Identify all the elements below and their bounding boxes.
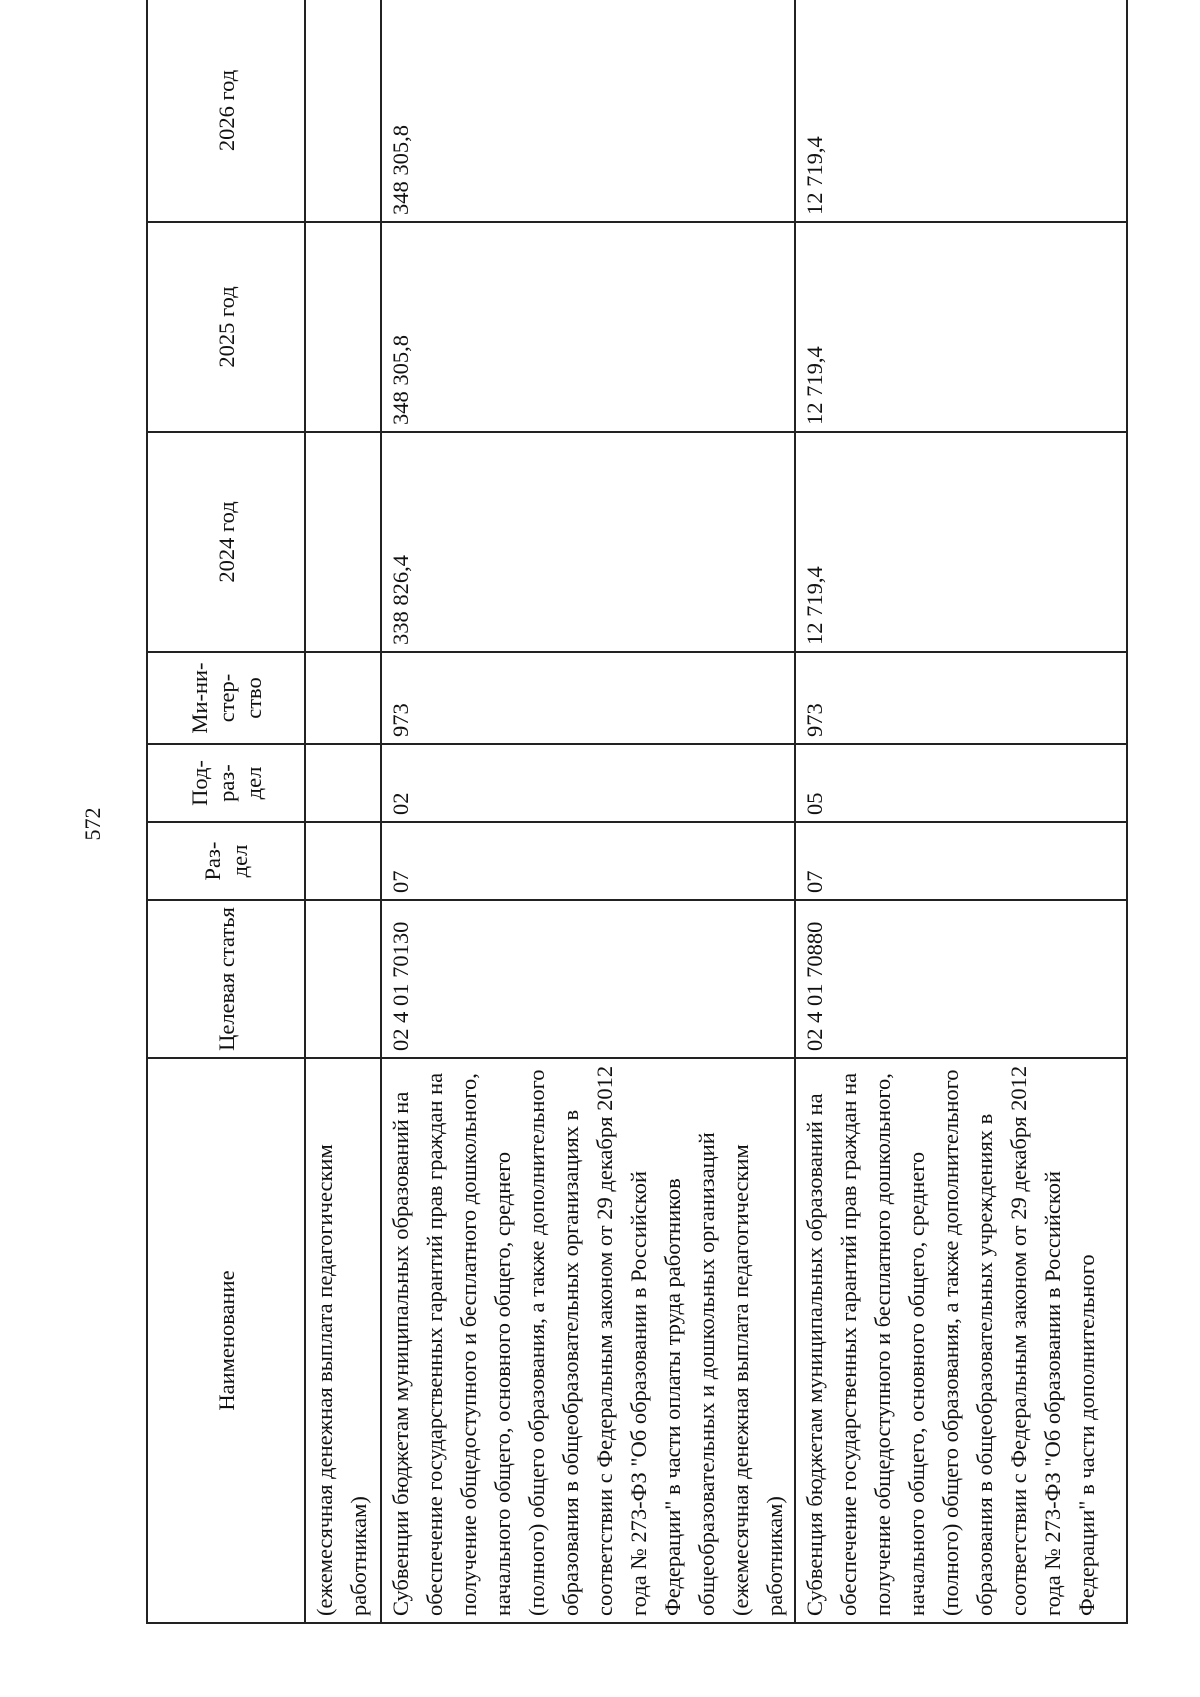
rotated-table-container [146,0,1106,1624]
cell-section: 07 [795,822,1127,900]
cell-name-text: Субвенция бюджетам муниципальных образований на обеспечение государственных гарантий прав граждан на получение общедоступного и бесплатного дошкольного, начального общего, основного общего, среднего (полного) общего образования, а также дополнительного образования в общеобразовательных учреждениях в соответствии с Федеральным законом от 29 декабря 2012 года № 273-ФЗ "Об образовании в Российской Федерации" в части дополнительного [802,1065,1099,1616]
header-section: Раз-дел [147,822,305,900]
header-subsection: Под-раз-дел [147,744,305,822]
cell-ministry: 973 [381,652,795,744]
cell-2025 [305,222,381,432]
header-2025: 2025 год [147,222,305,432]
header-name: Наименование [147,1058,305,1623]
cell-name: (ежемесячная денежная выплата педагогическим работникам) [305,1058,381,1623]
cell-target [305,900,381,1058]
cell-target: 02 4 01 70880 [795,900,1127,1058]
cell-subsection: 05 [795,744,1127,822]
cell-2024 [305,432,381,652]
table-row [305,0,381,1623]
header-2026: 2026 год [147,0,305,222]
cell-name: Субвенции бюджетам муниципальных образований на обеспечение государственных гарантий прав граждан на получение общедоступного и бесплатного дошкольного, начального общего, основного общего, среднего (полного) общего образования, а также дополнительного образования в общеобразовательных организациях в соответствии с Федеральным законом от 29 декабря 2012 года № 273-ФЗ "Об образовании в Российской Федерации" в части оплаты труда работников общеобразовательных и дошкольных организаций (ежемесячная денежная выплата педагогическим работникам) [381,1058,795,1623]
cell-2026: 12 719,4 [795,0,1127,222]
header-target: Целевая статья [147,900,305,1058]
cell-2025: 12 719,4 [795,222,1127,432]
cell-2026: 348 305,8 [381,0,795,222]
cell-section [305,822,381,900]
cell-2025: 348 305,8 [381,222,795,432]
cell-subsection [305,744,381,822]
budget-table [146,0,1128,1624]
cell-2024: 12 719,4 [795,432,1127,652]
cell-target: 02 4 01 70130 [381,900,795,1058]
table-row [795,0,1127,1623]
header-2024: 2024 год [147,432,305,652]
cell-ministry [305,652,381,744]
table-row [381,0,795,1623]
page-number: 572 [80,807,105,841]
cell-2026 [305,0,381,222]
cell-name [795,1058,1127,1623]
cell-section: 07 [381,822,795,900]
cell-2024: 338 826,4 [381,432,795,652]
table-header-row [147,0,305,1623]
cell-subsection: 02 [381,744,795,822]
cell-ministry: 973 [795,652,1127,744]
header-ministry: Ми-ни-стер-ство [147,652,305,744]
